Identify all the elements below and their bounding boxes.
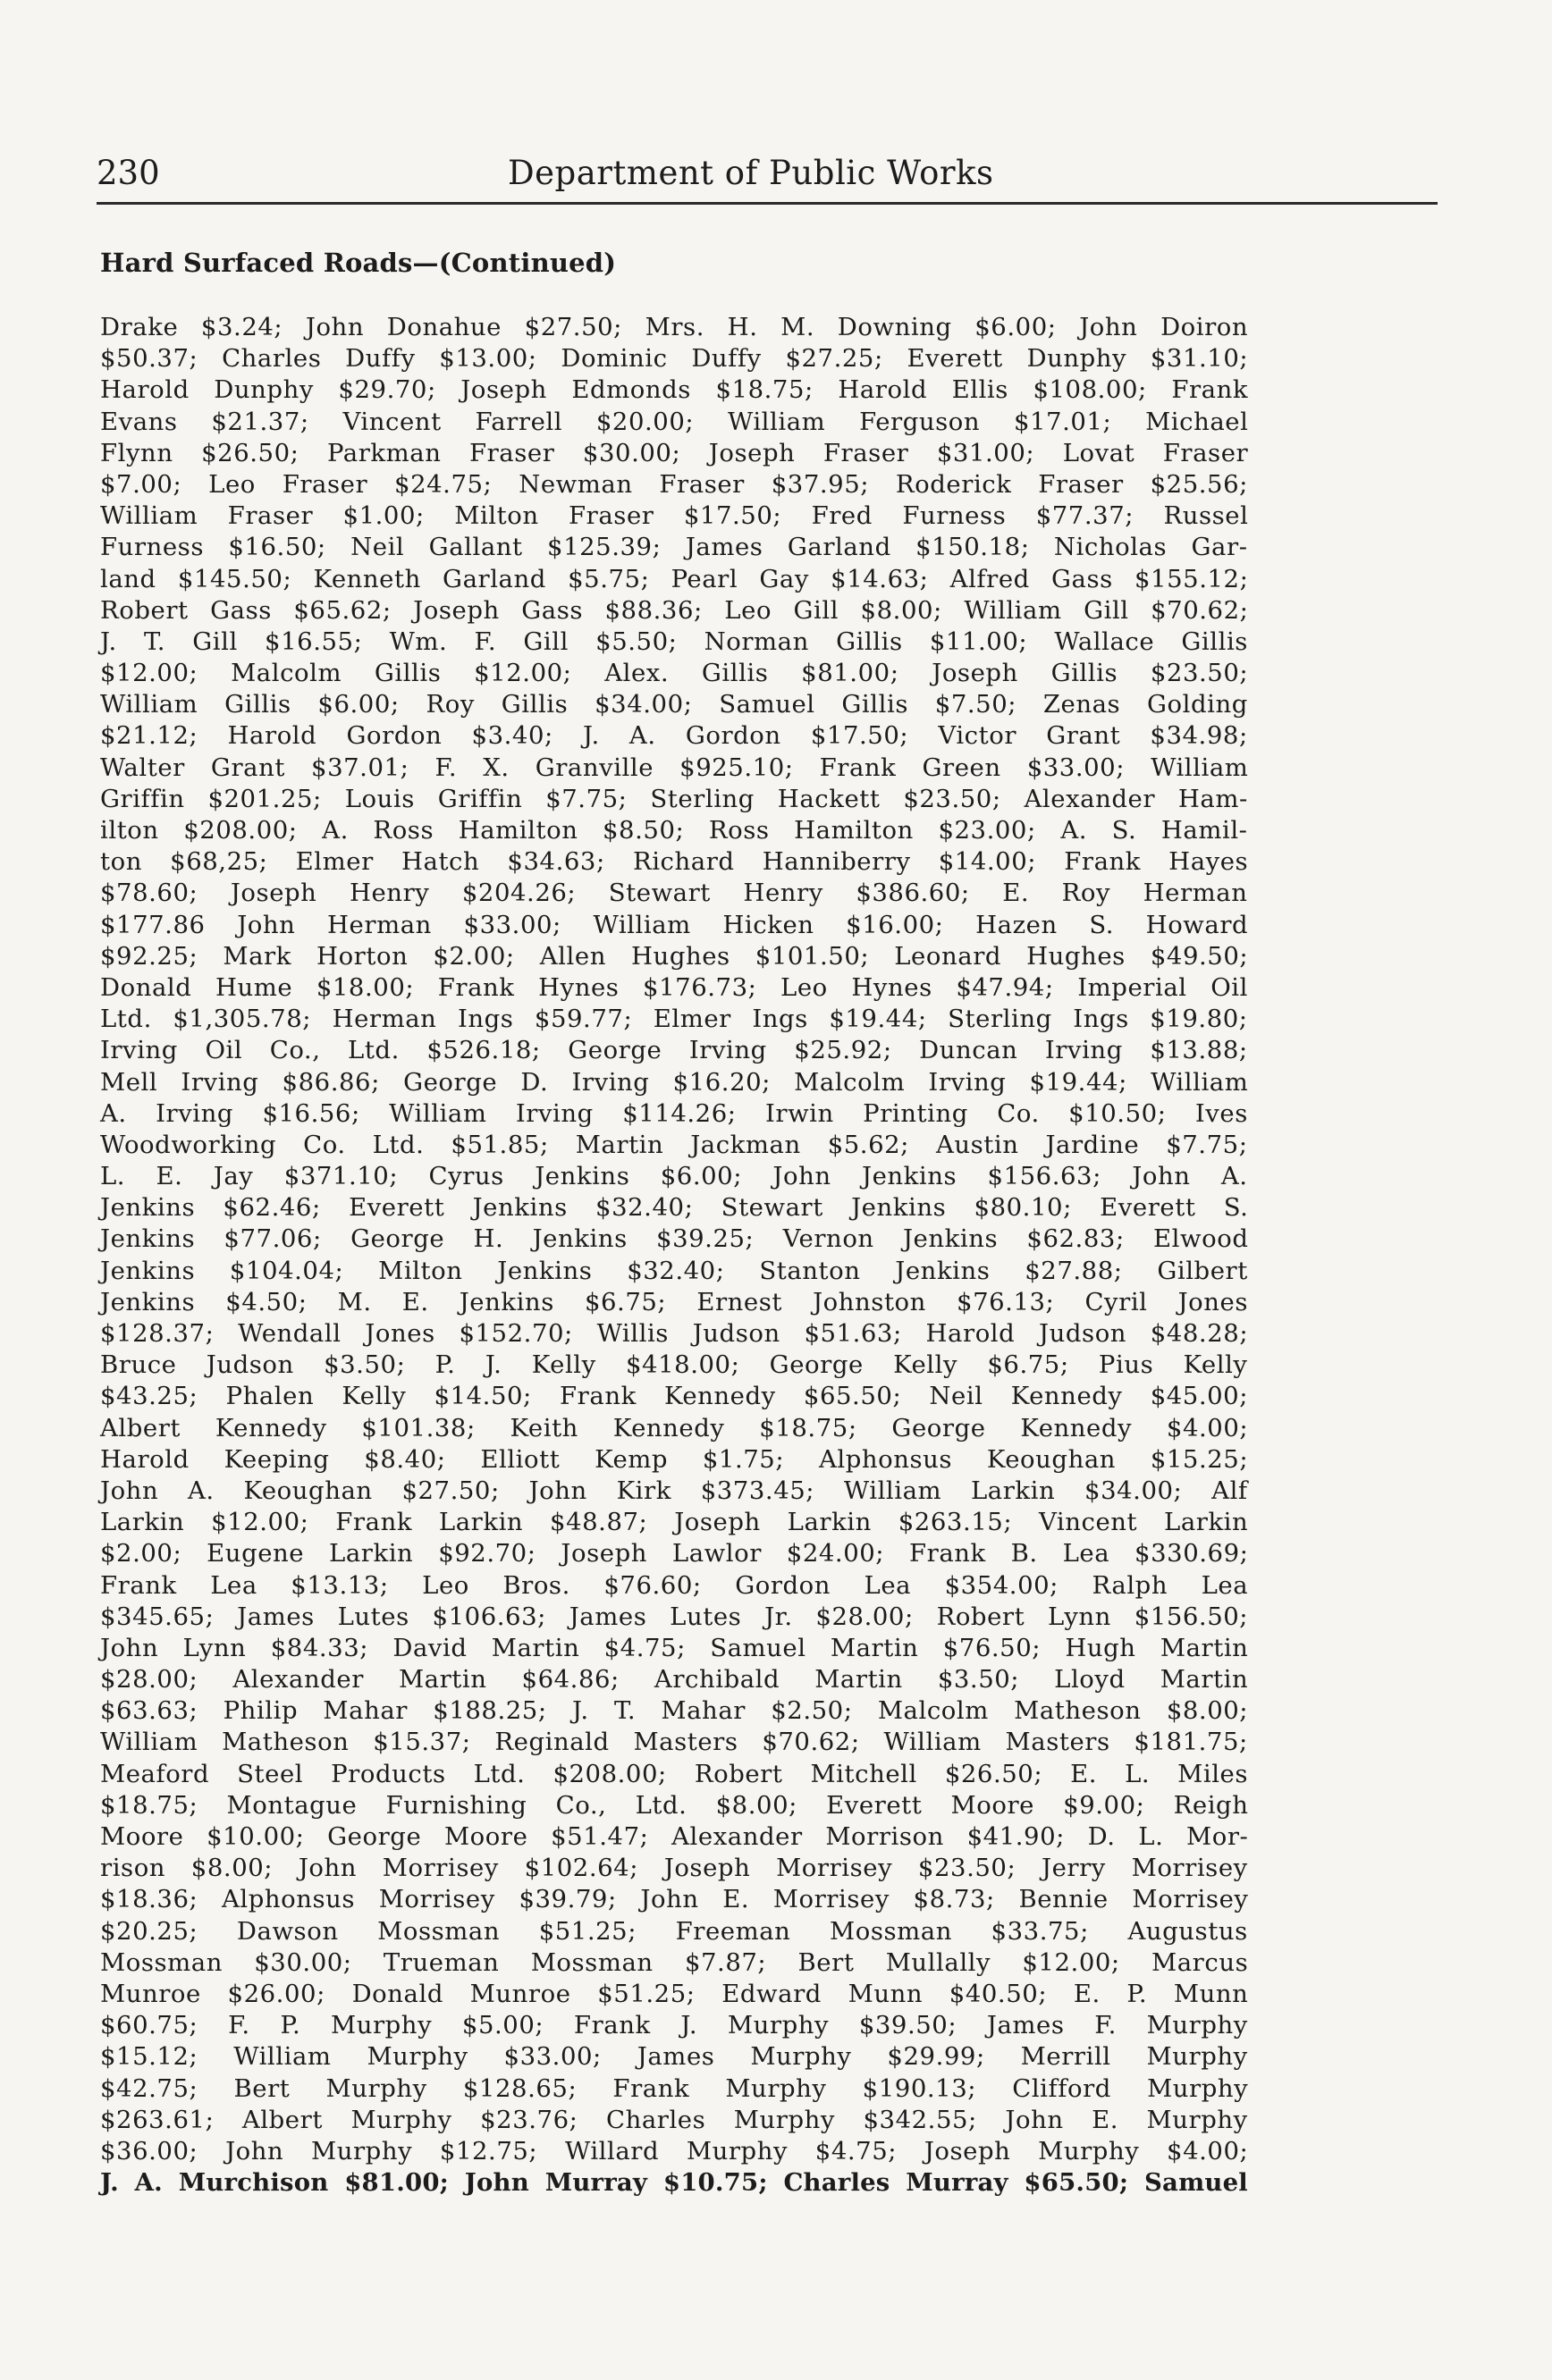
body-line: Irving Oil Co., Ltd. $526.18; George Irving $25.92; Duncan Irving $13.88;: [100, 1036, 1248, 1065]
body-line: Munroe $26.00; Donald Munroe $51.25; Edward Munn $40.50; E. P. Munn: [100, 1979, 1249, 2008]
body-line: Woodworking Co. Ltd. $51.85; Martin Jackman $5.62; Austin Jardine $7.75;: [100, 1130, 1248, 1159]
body-line: $128.37; Wendall Jones $152.70; Willis Judson $51.63; Harold Judson $48.28;: [100, 1319, 1249, 1348]
section-heading: Hard Surfaced Roads—(Continued): [100, 248, 617, 278]
body-line: John Lynn $84.33; David Martin $4.75; Samuel Martin $76.50; Hugh Martin: [100, 1633, 1249, 1662]
body-line: $36.00; John Murphy $12.75; Willard Murphy $4.75; Joseph Murphy $4.00;: [100, 2136, 1249, 2166]
body-line: $18.36; Alphonsus Morrisey $39.79; John E. Morrisey $8.73; Bennie Morrisey: [100, 1885, 1249, 1914]
body-line: $42.75; Bert Murphy $128.65; Frank Murphy $190.13; Clifford Murphy: [100, 2073, 1249, 2103]
body-line: John A. Keoughan $27.50; John Kirk $373.45; William Larkin $34.00; Alf: [100, 1476, 1248, 1505]
body-line: $15.12; William Murphy $33.00; James Murphy $29.99; Merrill Murphy: [100, 2042, 1248, 2072]
body-line: Robert Gass $65.62; Joseph Gass $88.36; Leo Gill $8.00; William Gill $70.62;: [100, 595, 1249, 625]
body-line: William Gillis $6.00; Roy Gillis $34.00; Samuel Gillis $7.50; Zenas Golding: [100, 690, 1248, 719]
body-line: $177.86 John Herman $33.00; William Hicken $16.00; Hazen S. Howard: [100, 910, 1249, 939]
body-line: $12.00; Malcolm Gillis $12.00; Alex. Gillis $81.00; Joseph Gillis $23.50;: [100, 659, 1249, 688]
body-line: A. Irving $16.56; William Irving $114.26; Irwin Printing Co. $10.50; Ives: [100, 1098, 1248, 1128]
body-line: Mossman $30.00; Trueman Mossman $7.87; Bert Mullally $12.00; Marcus: [100, 1947, 1249, 1977]
body-line: $50.37; Charles Duffy $13.00; Dominic Duffy $27.25; Everett Dunphy $31.10;: [100, 344, 1249, 374]
body-line: J. A. Murchison $81.00; John Murray $10.75; Charles Murray $65.50; Samuel: [100, 2168, 1248, 2198]
body-line: Griffin $201.25; Louis Griffin $7.75; Sterling Hackett $23.50; Alexander Ham-: [100, 784, 1248, 813]
body-text: [100, 312, 1248, 2199]
body-line: ton $68,25; Elmer Hatch $34.63; Richard Hanniberry $14.00; Frank Hayes: [100, 847, 1249, 877]
body-line: $7.00; Leo Fraser $24.75; Newman Fraser $37.95; Roderick Fraser $25.56;: [100, 469, 1248, 499]
body-line: J. T. Gill $16.55; Wm. F. Gill $5.50; Norman Gillis $11.00; Wallace Gillis: [100, 627, 1248, 656]
body-line: William Fraser $1.00; Milton Fraser $17.50; Fred Furness $77.37; Russel: [100, 501, 1249, 531]
page-number: 230: [97, 154, 160, 192]
body-line: $20.25; Dawson Mossman $51.25; Freeman Mossman $33.75; Augustus: [100, 1916, 1248, 1946]
page-header: [97, 150, 1438, 197]
body-line: Bruce Judson $3.50; P. J. Kelly $418.00; George Kelly $6.75; Pius Kelly: [100, 1350, 1248, 1380]
body-line: land $145.50; Kenneth Garland $5.75; Pearl Gay $14.63; Alfred Gass $155.12;: [100, 564, 1249, 593]
body-line: $345.65; James Lutes $106.63; James Lutes Jr. $28.00; Robert Lynn $156.50;: [100, 1602, 1249, 1631]
body-line: $18.75; Montague Furnishing Co., Ltd. $8.00; Everett Moore $9.00; Reigh: [100, 1790, 1249, 1820]
body-line: $263.61; Albert Murphy $23.76; Charles Murphy $342.55; John E. Murphy: [100, 2105, 1248, 2134]
body-line: $92.25; Mark Horton $2.00; Allen Hughes $101.50; Leonard Hughes $49.50;: [100, 941, 1249, 971]
body-line: Frank Lea $13.13; Leo Bros. $76.60; Gordon Lea $354.00; Ralph Lea: [100, 1570, 1249, 1600]
body-line: rison $8.00; John Morrisey $102.64; Joseph Morrisey $23.50; Jerry Morrisey: [100, 1854, 1248, 1883]
body-line: Jenkins $77.06; George H. Jenkins $39.25; Vernon Jenkins $62.83; Elwood: [100, 1224, 1249, 1254]
body-line: $78.60; Joseph Henry $204.26; Stewart Henry $386.60; E. Roy Herman: [100, 879, 1248, 908]
body-line: Moore $10.00; George Moore $51.47; Alexander Morrison $41.90; D. L. Mor-: [100, 1822, 1249, 1851]
body-line: Albert Kennedy $101.38; Keith Kennedy $18.75; George Kennedy $4.00;: [100, 1413, 1249, 1442]
body-line: Jenkins $4.50; M. E. Jenkins $6.75; Ernest Johnston $76.13; Cyril Jones: [100, 1287, 1249, 1316]
body-line: Jenkins $62.46; Everett Jenkins $32.40; Stewart Jenkins $80.10; Everett S.: [100, 1193, 1249, 1223]
running-title: Department of Public Works: [508, 154, 994, 192]
body-line: Harold Keeping $8.40; Elliott Kemp $1.75; Alphonsus Keoughan $15.25;: [100, 1444, 1249, 1474]
body-line: $2.00; Eugene Larkin $92.70; Joseph Lawlor $24.00; Frank B. Lea $330.69;: [100, 1539, 1249, 1568]
header-rule: [97, 202, 1438, 205]
body-line: ilton $208.00; A. Ross Hamilton $8.50; Ross Hamilton $23.00; A. S. Hamil-: [100, 816, 1248, 845]
body-line: Drake $3.24; John Donahue $27.50; Mrs. H. M. Downing $6.00; John Doiron: [100, 313, 1249, 341]
body-line: $21.12; Harold Gordon $3.40; J. A. Gordon $17.50; Victor Grant $34.98;: [100, 721, 1248, 751]
body-line: Walter Grant $37.01; F. X. Granville $925.10; Frank Green $33.00; William: [100, 753, 1249, 782]
body-line: L. E. Jay $371.10; Cyrus Jenkins $6.00; John Jenkins $156.63; John A.: [100, 1162, 1248, 1191]
body-line: Harold Dunphy $29.70; Joseph Edmonds $18.75; Harold Ellis $108.00; Frank: [100, 375, 1249, 405]
body-line: $28.00; Alexander Martin $64.86; Archibald Martin $3.50; Lloyd Martin: [100, 1665, 1249, 1695]
body-line: Mell Irving $86.86; George D. Irving $16.20; Malcolm Irving $19.44; William: [100, 1067, 1249, 1097]
body-line: Evans $21.37; Vincent Farrell $20.00; William Ferguson $17.01; Michael: [100, 407, 1249, 436]
body-line: Ltd. $1,305.78; Herman Ings $59.77; Elmer Ings $19.44; Sterling Ings $19.80;: [100, 1005, 1248, 1034]
body-line: William Matheson $15.37; Reginald Masters $70.62; William Masters $181.75;: [100, 1728, 1248, 1757]
body-line: Larkin $12.00; Frank Larkin $48.87; Joseph Larkin $263.15; Vincent Larkin: [100, 1508, 1249, 1537]
body-line: Flynn $26.50; Parkman Fraser $30.00; Joseph Fraser $31.00; Lovat Fraser: [100, 438, 1249, 467]
body-line: Meaford Steel Products Ltd. $208.00; Robert Mitchell $26.50; E. L. Miles: [100, 1759, 1249, 1788]
body-line: Donald Hume $18.00; Frank Hynes $176.73; Leo Hynes $47.94; Imperial Oil: [100, 972, 1248, 1002]
body-line: Furness $16.50; Neil Gallant $125.39; James Garland $150.18; Nicholas Gar-: [100, 533, 1248, 562]
body-line: Jenkins $104.04; Milton Jenkins $32.40; Stanton Jenkins $27.88; Gilbert: [100, 1256, 1248, 1285]
body-line: $43.25; Phalen Kelly $14.50; Frank Kennedy $65.50; Neil Kennedy $45.00;: [100, 1382, 1249, 1411]
body-line: $63.63; Philip Mahar $188.25; J. T. Mahar $2.50; Malcolm Matheson $8.00;: [100, 1696, 1249, 1726]
body-line: $60.75; F. P. Murphy $5.00; Frank J. Murphy $39.50; James F. Murphy: [100, 2011, 1248, 2040]
